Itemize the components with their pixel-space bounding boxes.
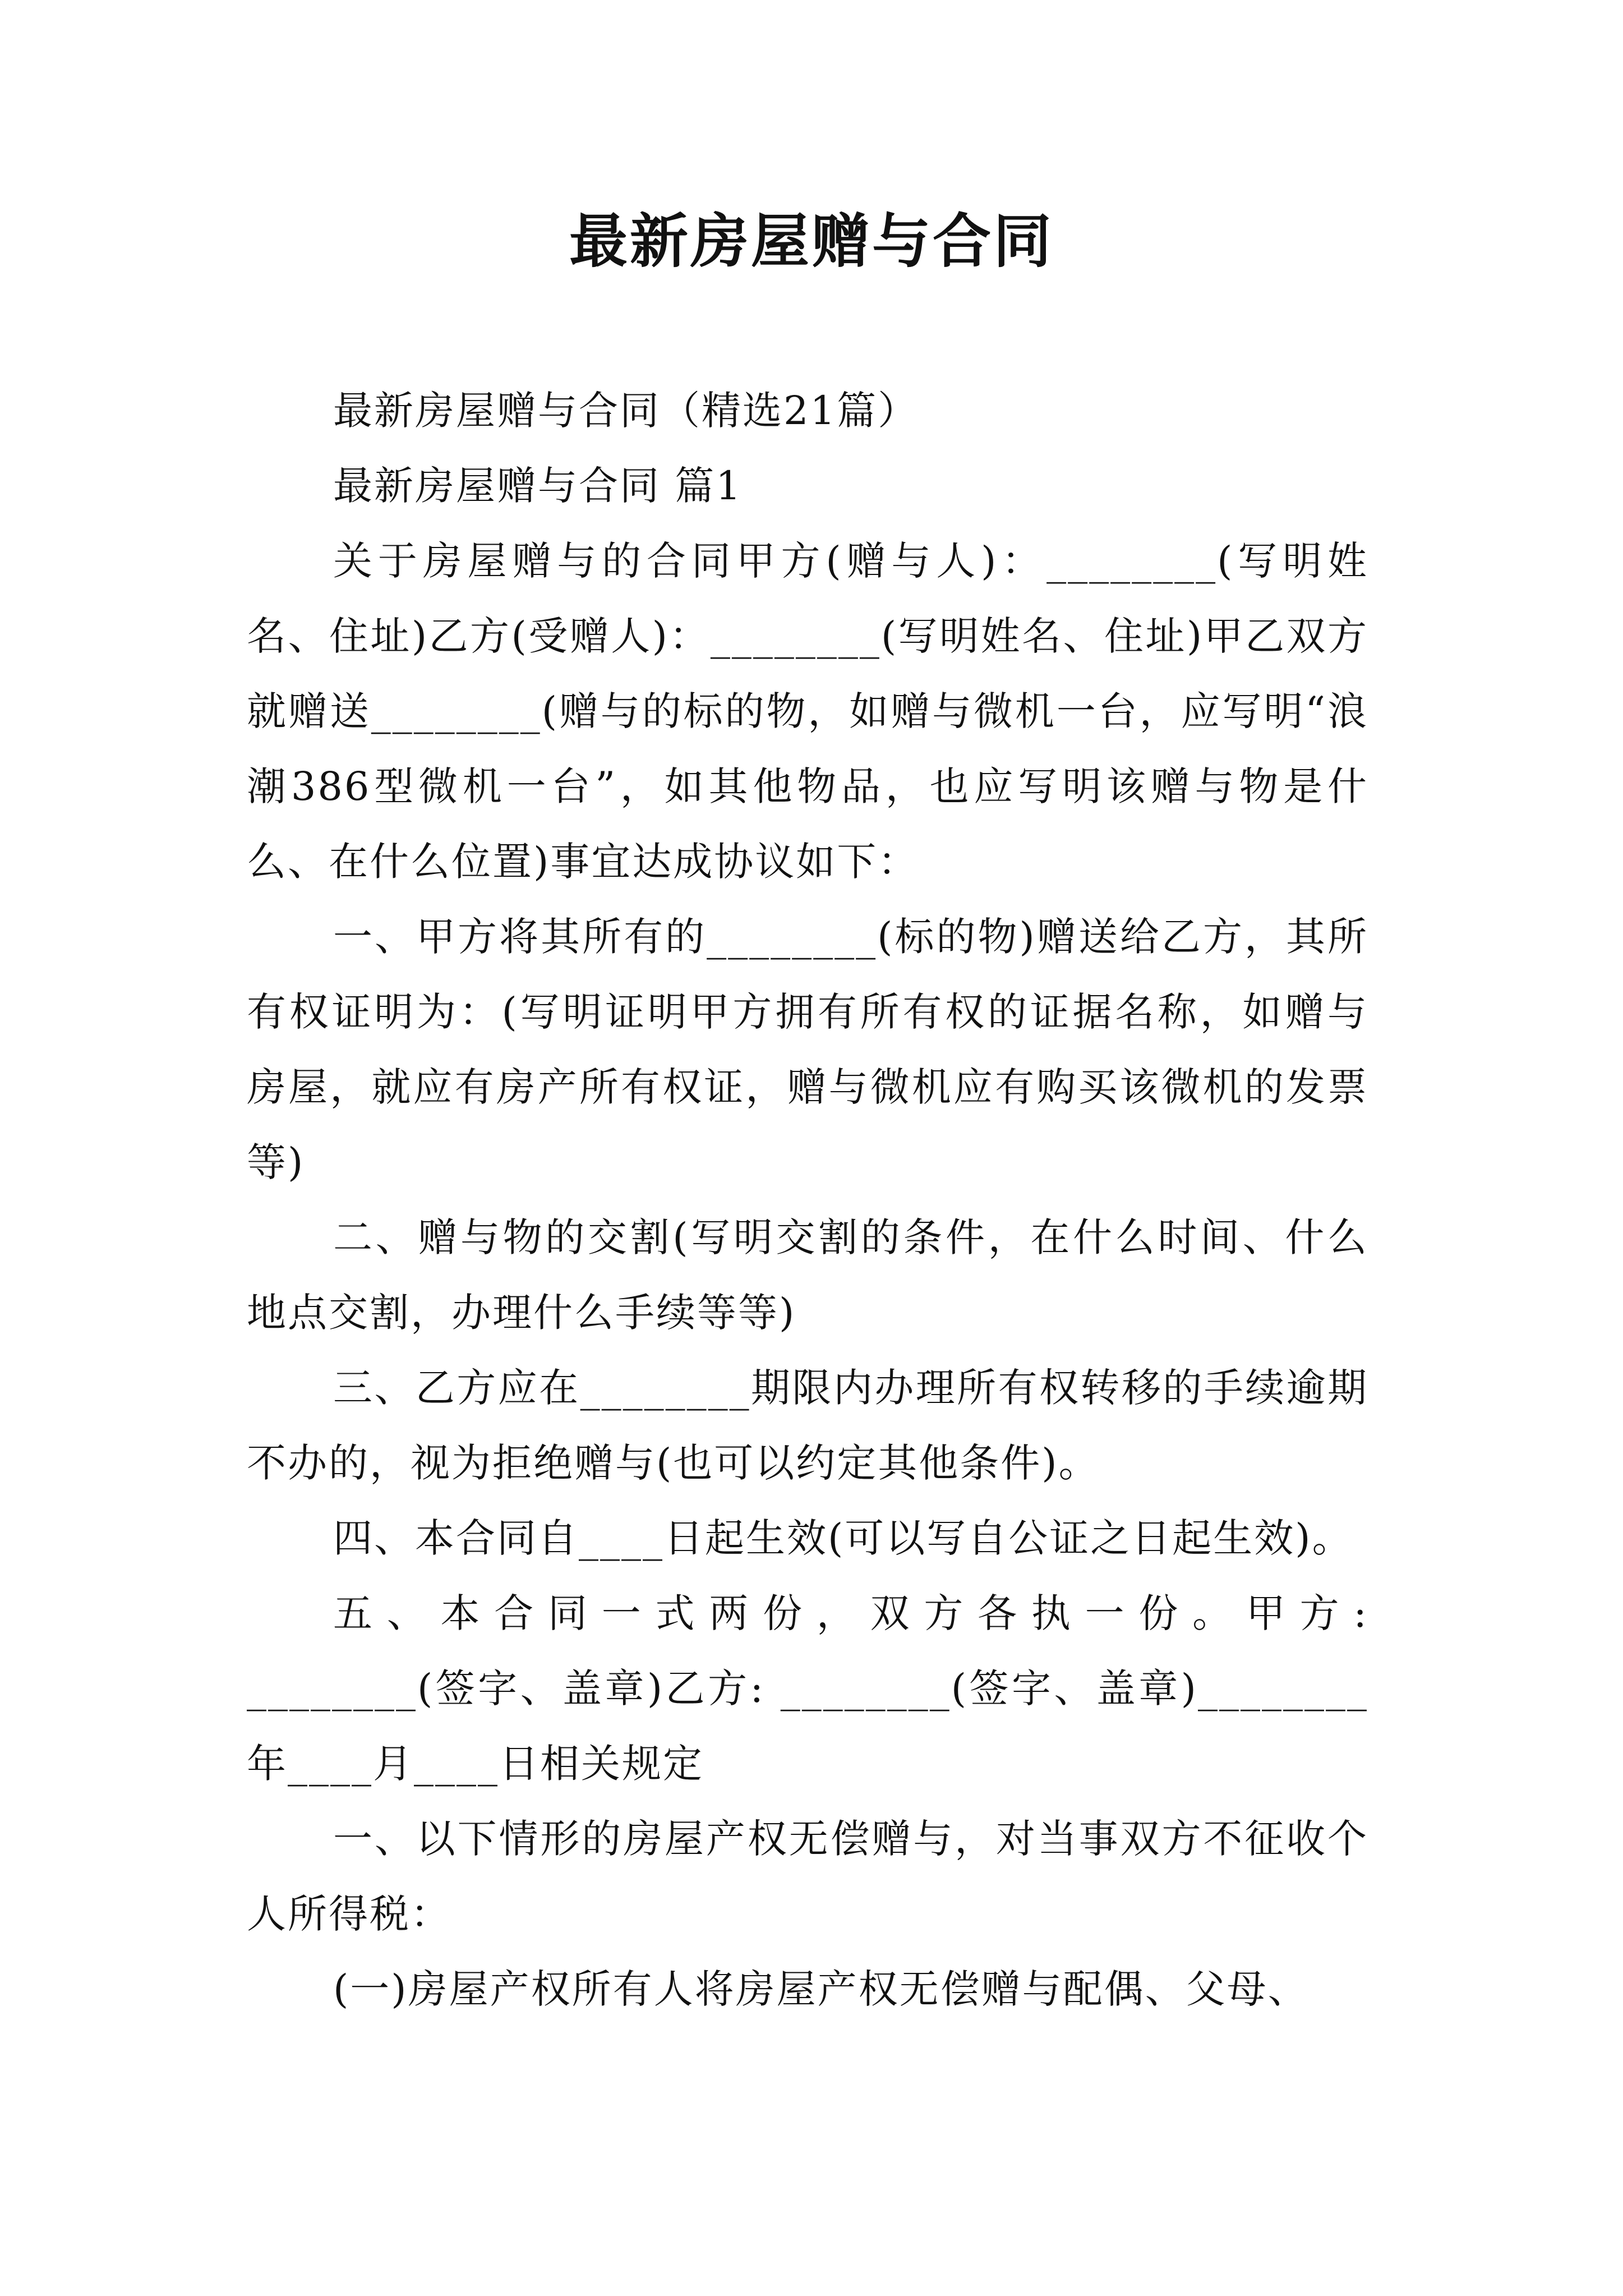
paragraph-clause-2: 二、赠与物的交割(写明交割的条件，在什么时间、什么地点交割，办理什么手续等等) — [247, 1214, 1368, 1336]
paragraph-parties: 关于房屋赠与的合同甲方(赠与人)：________(写明姓名、住址)乙方(受赠人)：________(写明姓名、住址)甲乙双方就赠送________(赠与的标的物，如赠与微机一台，应写明“浪潮386型微机一台”，如其他物品，也应写明该赠与物是什么、在什么位置)事宜达成协议如下： — [247, 538, 1368, 885]
paragraph-clause-5: 五、本合同一式两份，双方各执一份。甲方: ________(签字、盖章)乙方: ________(签字、盖章)________年____月____日相关规定 — [247, 1590, 1368, 1787]
paragraph-clause-1: 一、甲方将其所有的________(标的物)赠送给乙方，其所有权证明为：(写明证明甲方拥有所有权的证据名称，如赠与房屋，就应有房产所有权证，赠与微机应有购买该微机的发票等) — [247, 914, 1368, 1185]
paragraph-subtitle: 最新房屋赠与合同（精选21篇） — [333, 388, 919, 434]
paragraph-clause-4: 四、本合同自____日起生效(可以写自公证之日起生效)。 — [333, 1515, 1353, 1561]
paragraph-regulation-item-1: (一)房屋产权所有人将房屋产权无偿赠与配偶、父母、 — [333, 1966, 1309, 2012]
paragraph-section-heading: 最新房屋赠与合同 篇1 — [333, 463, 743, 509]
document-title: 最新房屋赠与合同 — [569, 206, 1054, 275]
paragraph-clause-3: 三、乙方应在________期限内办理所有权转移的手续逾期不办的，视为拒绝赠与(也可以约定其他条件)。 — [247, 1365, 1368, 1486]
document-body — [247, 373, 1368, 2027]
paragraph-regulation-1: 一、以下情形的房屋产权无偿赠与，对当事双方不征收个人所得税： — [247, 1816, 1368, 1937]
